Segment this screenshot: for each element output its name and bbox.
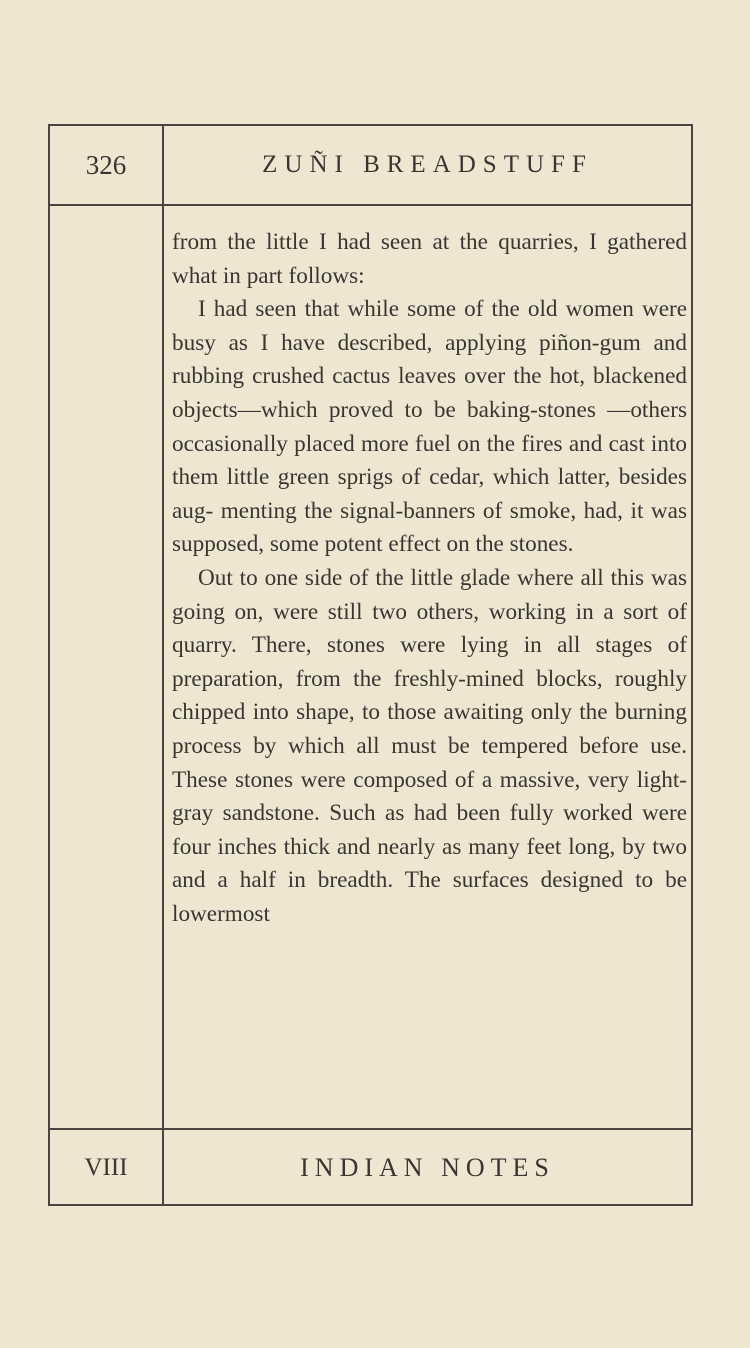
paragraph: from the little I had seen at the quarries, I gathered what in part follows: [172,229,687,289]
volume-number: VIII [84,1154,128,1181]
page-frame [48,124,693,1206]
running-head: ZUÑI BREADSTUFF [262,151,593,178]
page-number: 326 [85,149,127,180]
paragraph: Out to one side of the little glade where all this was going on, were still two others, working in a sort of quarry. There, stones were lying in all stages of preparation, from the freshly-mined blocks, roughly chipped into shape, to those awaiting only the burning process by which all must be tempered before use. These stones were composed of a massive, very light-gray sandstone. Such as had been fully worked were four inches thick and nearly as many feet long, by two and a half in breadth. The surfaces designed to be lowermost [172,564,687,927]
column-divider [162,126,164,1204]
series-title: INDIAN NOTES [300,1153,555,1182]
header-rule [50,204,691,206]
paragraph: I had seen that while some of the old women were busy as I have described, applying piñon-gum and rubbing crushed cactus leaves over the hot, blackened objects—which proved to be baking-stones —others occasionally placed more fuel on the fires and cast into them little green sprigs of cedar, which latter, besides aug- menting the signal-banners of smoke, had, it was supposed, some potent effect on the stones. [172,296,687,558]
body-text [172,226,687,931]
